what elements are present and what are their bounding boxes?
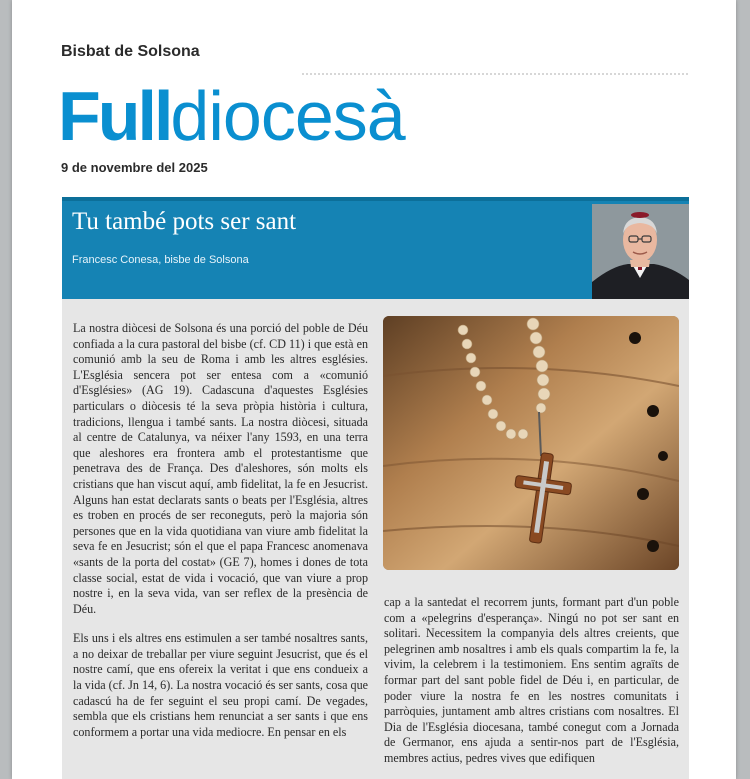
- diocese-name: Bisbat de Solsona: [61, 43, 200, 60]
- masthead: [58, 78, 405, 154]
- left-column: [73, 321, 368, 754]
- rosary-photo: [383, 316, 679, 570]
- article-body: [62, 299, 689, 779]
- article-title: Tu també pots ser sant: [72, 208, 297, 235]
- masthead-full: Full: [58, 77, 171, 155]
- masthead-diocesa: diocesà: [170, 77, 405, 155]
- right-column: [384, 595, 679, 779]
- newsletter-page: [12, 0, 736, 779]
- paragraph-1: La nostra diòcesi de Solsona és una porció del poble de Déu confiada a la cura pastoral del bisbe (cf. CD 11) i que està en comunió amb la seu de Roma i amb les altres esglésies. L'Església sencera pot ser entesa com a «comunió d'Esglésies» (AG 19). Cadascuna d'aquestes Esglésies particulars o diòcesis té la seva pròpia història i cultura, tradicions, llengua i també sants. La nostra diòcesi, situada al centre de Catalunya, va néixer l'any 1593, en una terra que aleshores era frontera amb el protestantisme que penetrava des de França. Des d'aleshores, són molts els cristians que han viscut aquí, amb fidelitat, la fe en Jesucrist. Alguns han estat declarats sants o beats per l'Església, altres es troben en procés de ser reconeguts, però la majoria són persones que en la vida quotidiana van viure amb fidelitat la seva fe en Jesucrist; són el que el papa Francesc anomenava «sants de la porta del costat» (GE 7), homes i dones de tota classe social, estat de vida i vocació, que van viure a prop nostre i, en la seva vida, van ser reflex de la presència de Déu.: [73, 321, 368, 616]
- article-author: Francesc Conesa, bisbe de Solsona: [72, 254, 249, 266]
- paragraph-3: cap a la santedat el recorrem junts, formant part d'un poble com a «pelegrins d'esperança». Ningú no pot ser sant en solitari. Necessitem la companyia dels altres creients, que pelegrinen amb nosaltres i amb els quals compartim la fe, la vivim, la celebrem i la testimoniem. Ens sentim agraïts de formar part del sant poble fidel de Déu i, en particular, de poder viure la nostra fe en les nostres comunitats i parròquies, juntament amb altres cristians com nosaltres. El Dia de l'Església diocesana, també conegut com a Jornada de Germanor, ens ajuda a sentir-nos part de l'Església, membres actius, pedres vives que edifiquen: [384, 595, 679, 765]
- paragraph-2: Els uns i els altres ens estimulen a ser també nosaltres sants, a no deixar de treballar per viure seguint Jesucrist, que és el nostre camí, que ens ofereix la veritat i que ens condueix a la vida (cf. Jn 14, 6). La nostra vocació és ser sants, cosa que cadascú ha de fer seguint el seu propi camí. De vegades, sembla que els cristians hem renunciat a ser sants i que ens conformem a portar una vida mediocre. En pensar en els: [73, 631, 368, 739]
- issue-date: 9 de novembre del 2025: [61, 160, 208, 175]
- dotted-divider: [302, 73, 688, 75]
- portrait-illustration: [592, 204, 689, 299]
- article-header: [62, 197, 689, 299]
- bishop-portrait-image: [592, 204, 689, 299]
- rosary-illustration: [383, 316, 679, 570]
- header-topline: [62, 197, 689, 201]
